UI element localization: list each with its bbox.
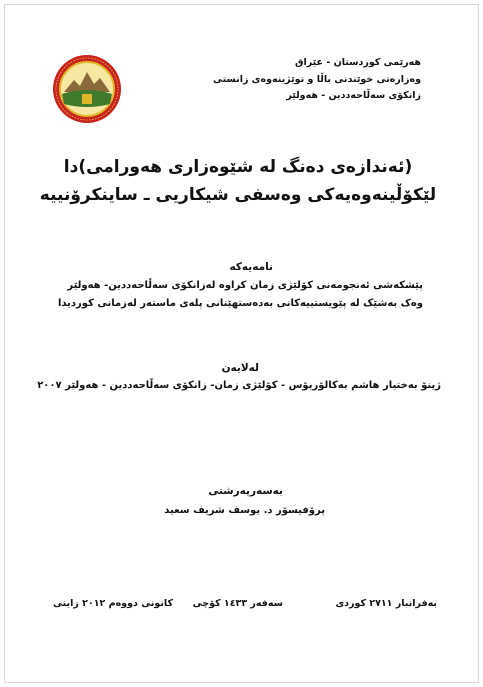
date-hijri: سەفەر ١٤٣٣ کۆچی xyxy=(192,598,283,609)
date-kurdish: بەفرانبار ٢٧١١ کوردی xyxy=(335,598,437,609)
supervisor-name: پرۆفیسۆر د. یوسف شریف سعید xyxy=(164,505,325,516)
institution-region: هەرێمی کوردستان - عێراق xyxy=(295,57,421,68)
supervisor-heading: بەسەرپەرشتی xyxy=(208,485,283,497)
thesis-heading: نامەیەکە xyxy=(229,261,273,273)
university-seal-icon xyxy=(52,54,122,124)
thesis-line1: پێشکەشی ئەنجومەنی کۆلێژی زمان کراوە لەزانکۆی سەڵاحەددین- هەولێر xyxy=(67,280,423,291)
author-heading: لەلایەن xyxy=(221,362,259,374)
institution-university: زانکۆی سەڵاحەددین - هەولێر xyxy=(286,90,421,101)
thesis-title-line2: لێکۆڵینەوەیەکی وەسفی شیکاریی ـ ساینکرۆنییە xyxy=(39,185,437,205)
author-line: ژینۆ بەختیار هاشم بەکالۆریۆس - کۆلێژی زمان- زانکۆی سەڵاحەددین - هەولێر ٢٠٠٧ xyxy=(37,380,441,391)
thesis-title-line1: (ئەندازەی دەنگ لە شێوەزاری هەورامی)دا xyxy=(63,157,413,177)
thesis-line2: وەک بەشێک لە پێویستییەکانی بەدەستهێنانی پلەی ماستەر لەزمانی کوردیدا xyxy=(57,298,423,309)
date-gregorian: کانونی دووەم ٢٠١٢ زاینی xyxy=(53,598,173,609)
institution-ministry: وەزارەتی خوێندنی باڵا و توێژینەوەی زانستی xyxy=(213,74,421,85)
